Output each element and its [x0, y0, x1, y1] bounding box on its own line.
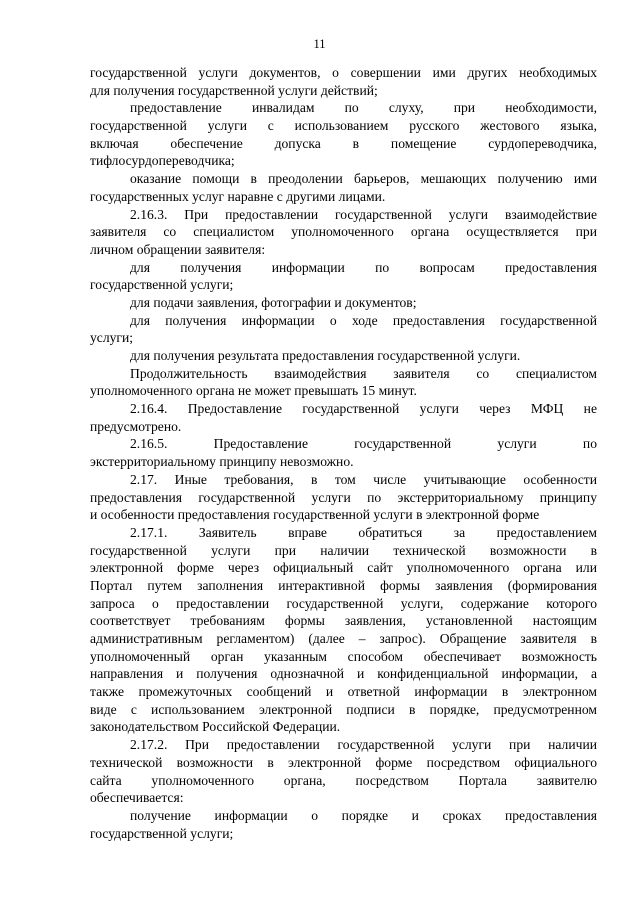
text-line: 2.16.5. Предоставление государственной услуги по [130, 436, 597, 452]
text-line: направления и получения однозначной и конфиденциальной информации, а [90, 666, 597, 682]
text-line: государственной услуги; [90, 277, 234, 293]
text-line: обеспечивается: [90, 790, 184, 806]
text-line: государственных услуг наравне с другими лицами. [90, 188, 386, 204]
text-line: тифлосурдопереводчика; [90, 153, 235, 169]
text-line: для получения государственной услуги действий; [90, 82, 378, 98]
text-line: и особенности предоставления государственной услуги в электронной форме [90, 507, 540, 523]
text-line: уполномоченный орган указанным способом обеспечивает возможность [90, 648, 597, 664]
text-line: 2.17.1. Заявитель вправе обратиться за предоставлением [130, 524, 597, 540]
text-line: Продолжительность взаимодействия заявителя со специалистом [130, 365, 597, 381]
text-line: предусмотрено. [90, 418, 182, 434]
text-line: 2.16.4. Предоставление государственной услуги через МФЦ не [130, 401, 597, 417]
text-line: государственной услуги; [90, 825, 234, 841]
text-line: предоставления государственной услуги по экстерриториальному принципу [90, 489, 597, 505]
text-line: также промежуточных сообщений и ответной информации в электронном [90, 684, 597, 700]
page-number: 11 [313, 37, 326, 51]
text-line: услуги; [90, 330, 134, 346]
text-line: получение информации о порядке и сроках предоставления [130, 807, 597, 823]
text-line: государственной услуги с использованием русского жестового языка, [90, 118, 597, 134]
text-line: законодательством Российской Федерации. [90, 719, 341, 735]
text-line: включая обеспечение допуска в помещение сурдопереводчика, [90, 135, 597, 151]
text-line: виде с использованием электронной подписи в порядке, предусмотренном [90, 701, 597, 717]
text-line: 2.17.2. При предоставлении государственной услуги при наличии [130, 737, 597, 753]
text-line: экстерриториальному принципу невозможно. [90, 454, 354, 470]
text-line: запроса о предоставлении государственной услуги, содержание которого [90, 595, 597, 611]
text-line: предоставление инвалидам по слуху, при необходимости, [130, 100, 597, 116]
text-line: для подачи заявления, фотографии и документов; [130, 294, 417, 310]
text-line: 2.16.3. При предоставлении государственной услуги взаимодействие [130, 206, 597, 222]
text-line: личном обращении заявителя: [90, 241, 266, 257]
text-line: государственной услуги документов, о совершении ими других необходимых [90, 65, 597, 80]
text-line: Портал путем заполнения интерактивной формы заявления (формирования [90, 577, 597, 593]
text-line: электронной форме через официальный сайт уполномоченного органа или [90, 560, 597, 576]
text-line: 2.17. Иные требования, в том числе учитывающие особенности [130, 471, 597, 487]
text-line: для получения информации о ходе предоставления государственной [130, 312, 597, 328]
text-line: сайта уполномоченного органа, посредством Портала заявителю [90, 772, 597, 788]
text-line: уполномоченного органа не может превышать 15 минут. [90, 383, 417, 399]
text-line: заявителя со специалистом уполномоченного органа осуществляется при [90, 224, 597, 240]
text-line: административным регламентом) (далее – запрос). Обращение заявителя в [90, 631, 597, 646]
document-body [90, 64, 597, 842]
text-line: для получения результата предоставления государственной услуги. [130, 348, 521, 363]
text-line: государственной услуги при наличии технической возможности в [90, 542, 597, 558]
text-line: технической возможности в электронной форме посредством официального [90, 754, 597, 770]
text-line: оказание помощи в преодолении барьеров, мешающих получению ими [130, 171, 597, 187]
text-line: соответствует требованиям формы заявления, установленной настоящим [90, 613, 597, 629]
text-line: для получения информации по вопросам предоставления [130, 259, 597, 275]
